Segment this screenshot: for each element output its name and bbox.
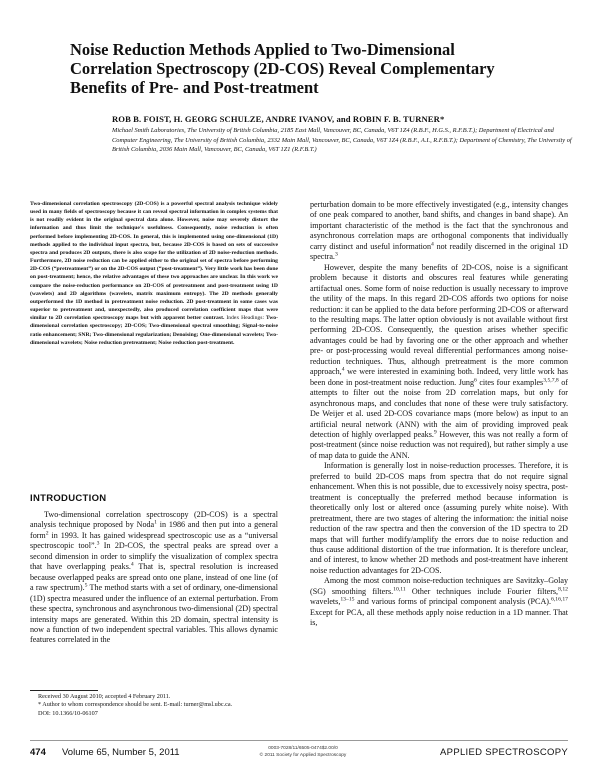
introduction-heading: INTRODUCTION xyxy=(30,493,107,504)
left-column xyxy=(30,200,278,347)
issn-code: 0003-7028/11/6505-0474$2.00/0 xyxy=(268,746,338,751)
introduction-paragraph: Two-dimensional correlation spectroscopy (2D-COS) is a spectral analysis technique proposed by Noda$^1$ in 1986 and then put into a general form$^2$ in 1993. It has gained widespread spectroscopic use as a “universal spectroscopic tool”.$^3$ In 2D-COS, the spectral peaks are spread over a second dimension in order to simplify the visualization of complex spectra that have overlapping peaks.$^4$ That is, spectral resolution is increased because overlapped peaks are spread onto one plane, instead of one line (of a raw spectrum).$^5$ The method starts with a set of ordinary, one-dimensional (1D) spectra measured under the influence of an external perturbation. From these spectra, synchronous and asynchronous two-dimensional (2D) spectral intensity maps are generated. Within this 2D domain, spectral intensity is now a function of two independent spectral variables. This allows dynamic features correlated in the xyxy=(30,510,278,645)
author-list: ROB B. FOIST, H. GEORG SCHULZE, ANDRE IVANOV, and ROBIN F. B. TURNER* xyxy=(112,114,445,124)
right-column xyxy=(310,200,568,629)
paper-title: Noise Reduction Methods Applied to Two-Dimensional Correlation Spectroscopy (2D-COS) Reveal Complementary Benefits of Pre- and Post-treatment xyxy=(70,40,495,97)
footer-publication-info xyxy=(238,746,368,759)
footer-rule xyxy=(30,740,568,741)
abstract-text: Two-dimensional correlation spectroscopy (2D-COS) is a powerful spectral analysis technique widely used in many fields of spectroscopy because it can reveal spectral information in complex systems that is not readily evident in the original spectral data alone. However, noise may severely distort the information and thus limit the technique's usefulness. Consequently, noise reduction is often performed before implementing 2D-COS. In general, this is implemented using one-dimensional (1D) methods applied to the individual input spectra, but, because 2D-COS is based on sets of successive spectra and produces 2D outputs, there is also scope for the utilization of 2D noise-reduction methods. Furthermore, 2D noise reduction can be applied either to the original set of spectra before performing 2D-COS (“pretreatment”) or on the 2D-COS output (“post-treatment”). Very little work has been done on post-treatment; hence, the relative advantages of these two approaches are unclear. In this work we compare the noise-reduction performance on 2D-COS of pretreatment and post-treatment using 1D (wavelets) and 2D algorithms (wavelets, matrix maximum entropy). The 2D methods generally outperformed the 1D method in pretreatment noise reduction. 2D post-treatment in some cases was superior to pretreatment and, unexpectedly, also produced correlation coefficient maps that were similar to 2D correlation spectroscopy maps but with apparent better contrast. xyxy=(30,201,278,322)
footnotes xyxy=(38,693,278,718)
right-paragraph-4: Among the most common noise-reduction techniques are Savitzky–Golay (SG) smoothing filters.$^{10,11}$ Other techniques include Fourier filters,$^{8,12}$ wavelets,$^{13-15}$ and various forms of principal component analysis (PCA).$^{6,16,17}$ Except for PCA, all these methods apply noise reduction in a 1D manner. That is, xyxy=(310,576,568,628)
copyright: © 2011 Society for Applied Spectroscopy xyxy=(259,752,347,758)
footnote-rule xyxy=(30,690,98,691)
page-number: 474 xyxy=(30,747,46,758)
right-paragraph-1: perturbation domain to be more effectively investigated (e.g., intensity changes of one peak compared to another, band shifts, and changes in band shape). An important characteristic of the method is the fact that the synchronous and asynchronous correlation maps are orthogonal components that individually carry distinct and useful information$^4$ not readily discerned in the original 1D spectra.$^3$ xyxy=(310,200,568,262)
index-headings-label: Index Headings: xyxy=(226,315,265,322)
journal-name: APPLIED SPECTROSCOPY xyxy=(440,747,568,758)
right-paragraph-2: However, despite the many benefits of 2D-COS, noise is a significant problem because it distorts and obscures real features while generating artifactual ones. Some form of noise reduction is usually necessary to improve the utility of the maps. In this regard 2D-COS affords two options for noise reduction: it can be applied to the data before performing 2D-COS or afterward to the resulting maps. The latter option obviously is not available without first performing 2D-COS. Consequently, the question arises whether specific advantages could be had by favoring one or the other approach and whether pre- or post-processing would reveal differential performances among noise-reduction techniques. Thus, although pretreatment is the more common approach,$^4$ we were interested in examining both. Indeed, very little work has been done in post-treatment noise reduction. Jung$^6$ cites four examples$^{3,5,7,8}$ of attempts to filter out the noise from 2D correlation maps, but only for asynchronous maps, and concludes that none of these were truly satisfactory. De Weijer et al. used 2D-COS covariance maps (more below) as input to an artificial neural network (ANN) with the aim of providing improved peak detection of highly overlapped peaks.$^9$ However, this was not really a form of post-treatment (since noise reduction was not required), but rather simply a use of map data to guide the ANN. xyxy=(310,262,569,460)
index-headings-terms: Two-dimensional correlation spectroscopy; 2D-COS; Two-dimensional spectral smoothing; Signal-to-noise ratio enhancement; SNR; Two-dimensional regularization; Denoising; One-dimensional wavelets; Two-dimensional wavelets; Noise reduction pretreatment; Noise reduction post-treatment. xyxy=(30,315,278,346)
doi: DOI: 10.1366/10-06107 xyxy=(38,709,98,717)
volume-info: Volume 65, Number 5, 2011 xyxy=(62,747,180,758)
correspondence-note: * Author to whom correspondence should be sent. E-mail: turner@msl.ubc.ca. xyxy=(38,701,233,709)
abstract xyxy=(30,200,278,347)
right-paragraph-3: Information is generally lost in noise-reduction processes. Therefore, it is preferred to build 2D-COS maps from spectra that do not require signal enhancement. When this is not possible, due to excessively noisy spectra, post-treatment is conceptually the preferred method because information is theoretically only lost or altered once (assuming purely white noise). With pretreatment, there are two stages of altering the information: the initial noise reduction of the raw spectra and then the conversion of the 1D spectra to 2D maps that will further modify/amplify the errors due to noise reduction and thus cause additional distortion of the true information. It is therefore unclear, and of interest, to know whether 2D methods and post-treatment have inherent noise reduction advantages for 2D-COS. xyxy=(310,461,568,575)
received-date: Received 30 August 2010; accepted 4 February 2011. xyxy=(38,693,171,700)
affiliations: Michael Smith Laboratories, The University of British Columbia, 2185 East Mall, Vancouver, BC, Canada, V6T 1Z4 (R.B.F., H.G.S., R.F.B.T.); Department of Electrical and Computer Engineering, The University of British Columbia, 2332 Main Mall, Vancouver, BC, Canada, V6T 1Z4 (R.B.F., A.I., R.F.B.T.); Department of Chemistry, The University of British Columbia, 2036 Main Mall, Vancouver, BC, Canada, V6T 1Z1 (R.F.B.T.) xyxy=(112,127,572,154)
